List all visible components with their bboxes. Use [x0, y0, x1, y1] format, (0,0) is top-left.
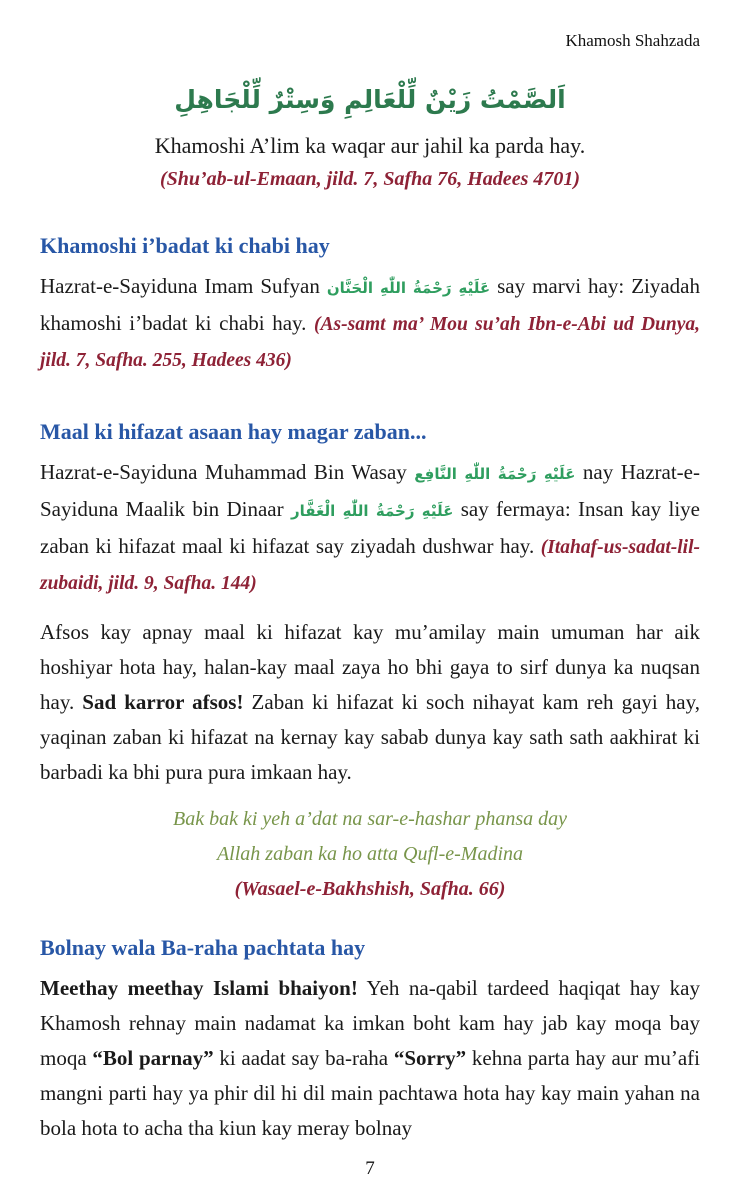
bold-quoted-phrase: “Sorry” [393, 1046, 467, 1070]
bold-quoted-phrase: “Bol parnay” [92, 1046, 214, 1070]
book-title: Khamosh Shahzada [565, 31, 700, 50]
running-header [40, 30, 700, 52]
arabic-hadith-text: اَلصَّمْتُ زَيْنٌ لِّلْعَالِمِ وَسِتْرٌ لِّلْجَاهِلِ [174, 85, 566, 114]
paragraph-text: Yeh na-qabil tardeed haqiqat hay kay Khamosh rehnay main nadamat ka imkan boht kam hay jab kay moqa bay moqa [40, 976, 700, 1070]
poetry-reference: (Wasael-e-Bakhshish, Safha. 66) [234, 878, 506, 900]
paragraph-text: Zaban ki hifazat ki soch nihayat kam reh gayi hay, yaqinan zaban ki hifazat na kernay kay sabab dunya kay sath sath aakhirat ki barbadi ka bhi pura pura imkaan hay. [40, 690, 700, 784]
section-heading-bolnay-wala: Bolnay wala Ba-raha pachtata hay [40, 935, 366, 960]
bold-phrase: Sad karror afsos! [82, 690, 244, 714]
paragraph-text: Hazrat-e-Sayiduna Imam Sufyan [40, 274, 327, 298]
hadith-reference: (Shu’ab-ul-Emaan, jild. 7, Safha 76, Hadees 4701) [159, 168, 581, 190]
paragraph-wasay-quote [40, 455, 700, 601]
bold-phrase: Meethay meethay Islami bhaiyon! [40, 976, 358, 1000]
paragraph-text: nay Hazrat-e-Sayiduna Maalik bin Dinaar [40, 460, 700, 521]
page-number: 7 [365, 1158, 375, 1177]
inline-arabic-honorific: عَلَيْهِ رَحْمَةُ اللّٰهِ النَّافِع [414, 465, 576, 483]
paragraph-text: kehna parta hay aur mu’afi mangni parti hay ya phir dil hi dil main pachtawa hota hay kay main yahan na bola hota to acha tha kiun kay meray bolnay [40, 1046, 700, 1140]
paragraph-text: say marvi hay: Ziyadah khamoshi i’badat ki chabi hay. [40, 274, 700, 335]
hadith-translation: Khamoshi A’lim ka waqar aur jahil ka parda hay. [154, 133, 586, 158]
inline-citation: (As-samt ma’ Mou su’ah Ibn-e-Abi ud Dunya, jild. 7, Safha. 255, Hadees 436) [40, 314, 701, 371]
paragraph-text: say fermaya: Insan kay liye zaban ki hifazat maal ki hifazat say ziyadah dushwar hay. [40, 497, 700, 558]
paragraph-text: Hazrat-e-Sayiduna Muhammad Bin Wasay [40, 460, 415, 484]
paragraph-afsos [40, 615, 700, 790]
inline-arabic-honorific: عَلَيْهِ رَحْمَةُ اللّٰهِ الْغَفَّار [290, 502, 454, 520]
paragraph-text: Afsos kay apnay maal ki hifazat kay mu’amilay main umuman har aik hoshiyar hota hay, halan-kay maal zaya ho bhi gaya to sirf dunya ka nuqsan hay. [40, 620, 700, 714]
paragraph-bolnay [40, 971, 700, 1146]
section-heading-maal-hifazat: Maal ki hifazat asaan hay magar zaban... [40, 419, 427, 444]
inline-arabic-honorific: عَلَيْهِ رَحْمَةُ اللّٰهِ الْحَنَّان [326, 279, 491, 297]
poetry-line-2: Allah zaban ka ho atta Qufl-e-Madina [216, 843, 524, 865]
paragraph-text: ki aadat say ba-raha [213, 1046, 394, 1070]
poetry-line-1: Bak bak ki yeh a’dat na sar-e-hashar phansa day [173, 808, 567, 830]
poetry-block [40, 802, 700, 907]
paragraph-sufyan-quote [40, 269, 700, 378]
inline-citation: (Itahaf-us-sadat-lil-zubaidi, jild. 9, Safha. 144) [40, 537, 700, 594]
section-heading-khamoshi-ibadat: Khamoshi i’badat ki chabi hay [40, 233, 330, 258]
